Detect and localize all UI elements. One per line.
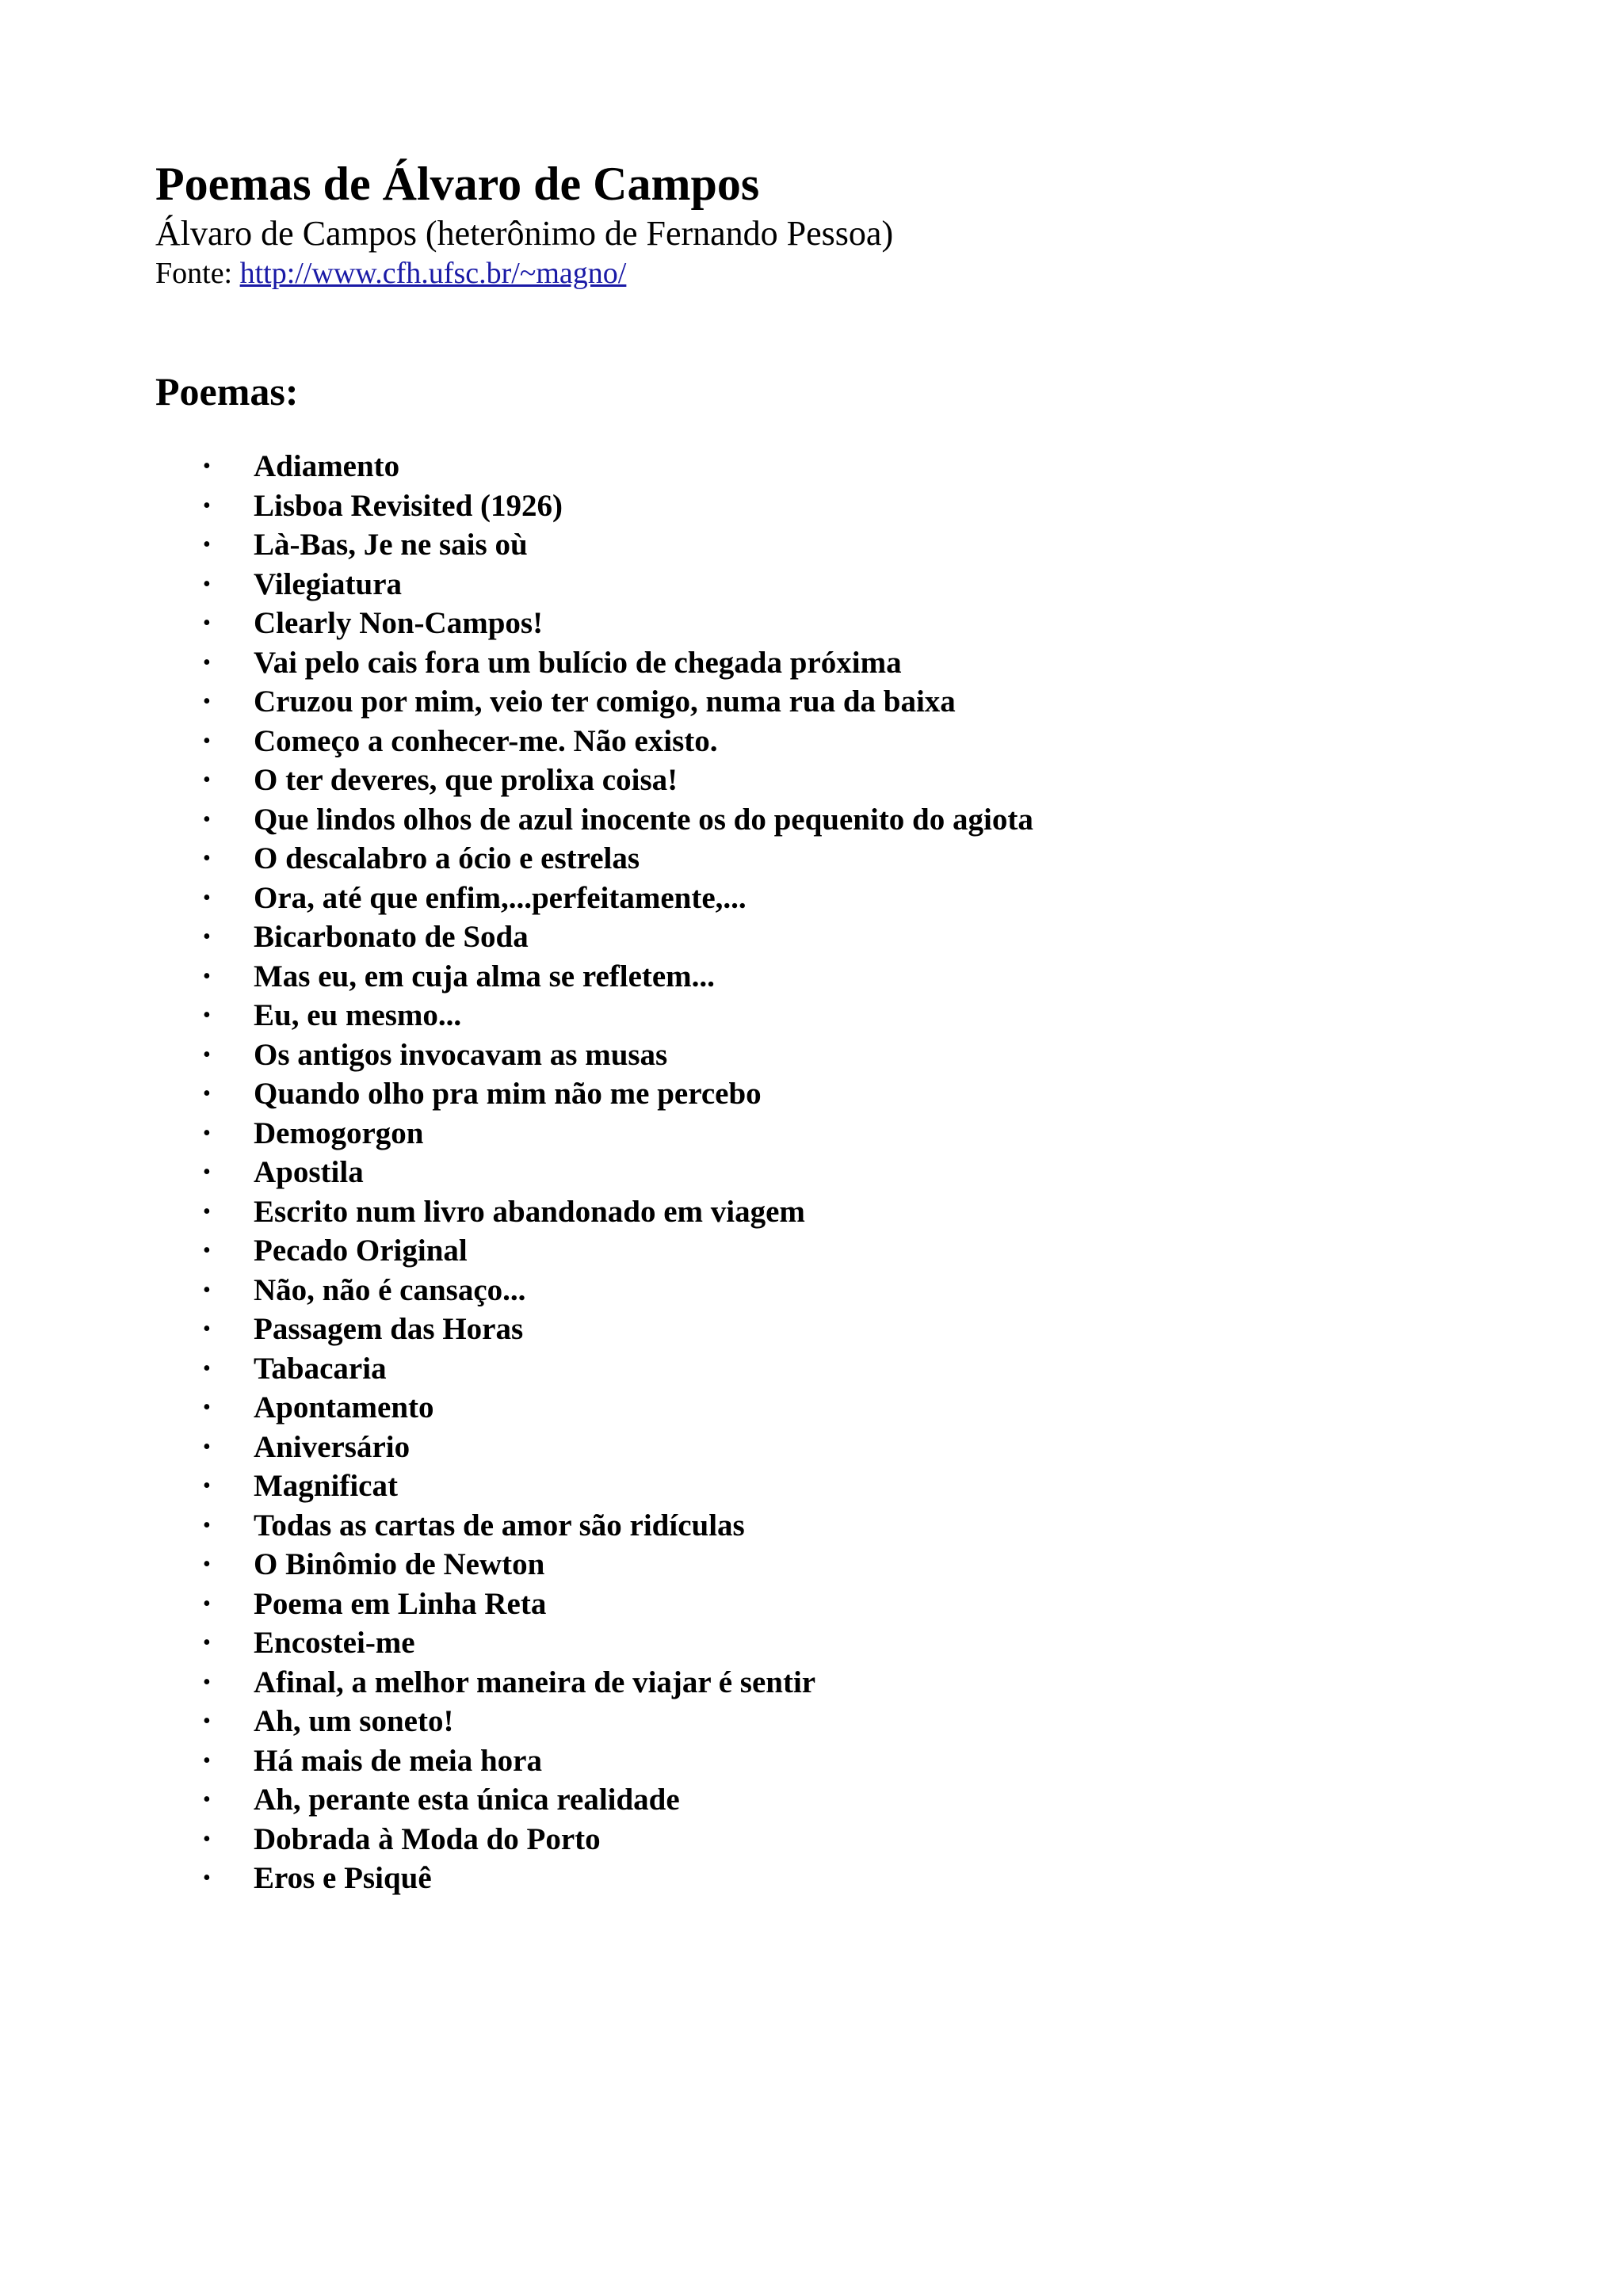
- poem-list-item: [155, 1545, 1471, 1585]
- bullet-icon: •: [203, 1277, 211, 1302]
- poem-list-item: [155, 1780, 1471, 1820]
- poem-list-item: [155, 761, 1471, 800]
- poem-title: Magnificat: [254, 1469, 398, 1503]
- poem-list-item: [155, 1741, 1471, 1781]
- poem-title: Ora, até que enfim,...perfeitamente,...: [254, 880, 747, 915]
- poem-list-item: [155, 957, 1471, 997]
- bullet-icon: •: [203, 1199, 211, 1224]
- poem-title: Demogorgon: [254, 1116, 424, 1150]
- poem-list-item: [155, 447, 1471, 486]
- poem-title: Apontamento: [254, 1390, 434, 1425]
- poem-title: Eros e Psiquê: [254, 1861, 432, 1895]
- bullet-icon: •: [203, 611, 211, 635]
- poem-list-item: [155, 1192, 1471, 1232]
- poem-list-item: [155, 1663, 1471, 1703]
- bullet-icon: •: [203, 1709, 211, 1733]
- poem-list-item: [155, 839, 1471, 879]
- poem-list-item: [155, 486, 1471, 526]
- source-label: Fonte:: [155, 257, 240, 290]
- bullet-icon: •: [203, 1160, 211, 1184]
- poem-list-item: [155, 1859, 1471, 1898]
- bullet-icon: •: [203, 1474, 211, 1498]
- poem-list-item: [155, 1506, 1471, 1546]
- poem-list-item: [155, 1310, 1471, 1349]
- source-link[interactable]: http://www.cfh.ufsc.br/~magno/: [239, 257, 627, 290]
- bullet-icon: •: [203, 1003, 211, 1028]
- poem-title: Bicarbonato de Soda: [254, 920, 529, 954]
- bullet-icon: •: [203, 1630, 211, 1655]
- poem-title: Là-Bas, Je ne sais où: [254, 528, 528, 562]
- poem-list-item: [155, 1074, 1471, 1114]
- poem-title: Ah, um soneto!: [254, 1704, 454, 1738]
- poem-title: O ter deveres, que prolixa coisa!: [254, 763, 678, 797]
- bullet-icon: •: [203, 885, 211, 910]
- bullet-icon: •: [203, 1669, 211, 1695]
- source-line: [155, 255, 1471, 292]
- poem-title: Clearly Non-Campos!: [254, 606, 544, 640]
- poem-title: Passagem das Horas: [254, 1312, 524, 1346]
- poem-list-item: [155, 1388, 1471, 1428]
- bullet-icon: •: [203, 1238, 211, 1263]
- bullet-icon: •: [203, 532, 211, 557]
- poem-list-item: [155, 1114, 1471, 1154]
- poem-title: Todas as cartas de amor são ridículas: [254, 1508, 745, 1543]
- bullet-icon: •: [203, 963, 211, 989]
- poem-title: Lisboa Revisited (1926): [254, 488, 563, 523]
- poem-title: Afinal, a melhor maneira de viajar é sentir: [254, 1665, 816, 1699]
- poem-title: O Binômio de Newton: [254, 1547, 545, 1581]
- poem-title: Quando olho pra mim não me percebo: [254, 1077, 762, 1111]
- poem-title: Ah, perante esta única realidade: [254, 1783, 680, 1817]
- poem-title: Há mais de meia hora: [254, 1743, 542, 1778]
- poem-list-item: [155, 1428, 1471, 1467]
- poem-list-item: [155, 1585, 1471, 1624]
- bullet-icon: •: [203, 1866, 211, 1890]
- bullet-icon: •: [203, 1787, 211, 1812]
- poem-list-item: [155, 722, 1471, 761]
- bullet-icon: •: [203, 768, 211, 792]
- poem-title: Pecado Original: [254, 1234, 468, 1268]
- poem-title: Que lindos olhos de azul inocente os do pequenito do agiota: [254, 802, 1033, 837]
- bullet-icon: •: [203, 1748, 211, 1773]
- bullet-icon: •: [203, 689, 211, 714]
- poem-list-item: [155, 1820, 1471, 1859]
- document-content: [155, 155, 1471, 1898]
- bullet-icon: •: [203, 1081, 211, 1106]
- poem-list-item: [155, 1035, 1471, 1075]
- bullet-icon: •: [203, 846, 211, 871]
- poem-title: Apostila: [254, 1155, 364, 1189]
- poem-title: Vilegiatura: [254, 566, 403, 601]
- poem-list-item: [155, 525, 1471, 565]
- bullet-icon: •: [203, 1356, 211, 1381]
- bullet-icon: •: [203, 1120, 211, 1146]
- poem-list-item: [155, 1623, 1471, 1663]
- poem-list-item: [155, 643, 1471, 683]
- poem-list-item: [155, 682, 1471, 722]
- poem-title: Aniversário: [254, 1429, 411, 1464]
- poem-title: Os antigos invocavam as musas: [254, 1037, 668, 1072]
- bullet-icon: •: [203, 1591, 211, 1616]
- poem-list-item: [155, 604, 1471, 643]
- bullet-icon: •: [203, 1042, 211, 1067]
- bullet-icon: •: [203, 650, 211, 675]
- bullet-icon: •: [203, 1317, 211, 1341]
- bullet-icon: •: [203, 1552, 211, 1577]
- bullet-icon: •: [203, 493, 211, 518]
- bullet-icon: •: [203, 1434, 211, 1459]
- poem-title: Cruzou por mim, veio ter comigo, numa rua da baixa: [254, 685, 956, 719]
- poem-list-item: [155, 1153, 1471, 1192]
- poem-title: Começo a conhecer-me. Não existo.: [254, 723, 718, 758]
- poem-title: Vai pelo cais fora um bulício de chegada próxima: [254, 645, 902, 680]
- poem-list-item: [155, 1231, 1471, 1271]
- poem-list-item: [155, 1702, 1471, 1741]
- bullet-icon: •: [203, 571, 211, 597]
- poem-title: Encostei-me: [254, 1626, 415, 1660]
- bullet-icon: •: [203, 454, 211, 479]
- document-subtitle: Álvaro de Campos (heterônimo de Fernando Pessoa): [155, 214, 894, 253]
- bullet-icon: •: [203, 807, 211, 832]
- poem-title: Mas eu, em cuja alma se refletem...: [254, 959, 715, 994]
- poem-title: Não, não é cansaço...: [254, 1272, 526, 1307]
- poem-title: Poema em Linha Reta: [254, 1586, 547, 1621]
- poem-list-item: [155, 1271, 1471, 1310]
- bullet-icon: •: [203, 1826, 211, 1852]
- poem-title: Escrito num livro abandonado em viagem: [254, 1194, 805, 1229]
- bullet-icon: •: [203, 925, 211, 949]
- poem-list-item: [155, 1466, 1471, 1506]
- section-heading: Poemas:: [155, 369, 299, 414]
- poem-title: Dobrada à Moda do Porto: [254, 1821, 601, 1856]
- poem-list-item: [155, 917, 1471, 957]
- bullet-icon: •: [203, 1395, 211, 1420]
- poem-title: Adiamento: [254, 449, 400, 483]
- bullet-icon: •: [203, 728, 211, 753]
- poem-list-item: [155, 1349, 1471, 1389]
- poem-title: O descalabro a ócio e estrelas: [254, 841, 640, 875]
- poem-list: [155, 447, 1471, 1898]
- poem-title: Eu, eu mesmo...: [254, 998, 462, 1032]
- poem-list-item: [155, 879, 1471, 918]
- poem-title: Tabacaria: [254, 1351, 387, 1386]
- poem-list-item: [155, 996, 1471, 1035]
- document-title: Poemas de Álvaro de Campos: [155, 158, 760, 210]
- bullet-icon: •: [203, 1512, 211, 1538]
- poem-list-item: [155, 565, 1471, 605]
- poem-list-item: [155, 800, 1471, 840]
